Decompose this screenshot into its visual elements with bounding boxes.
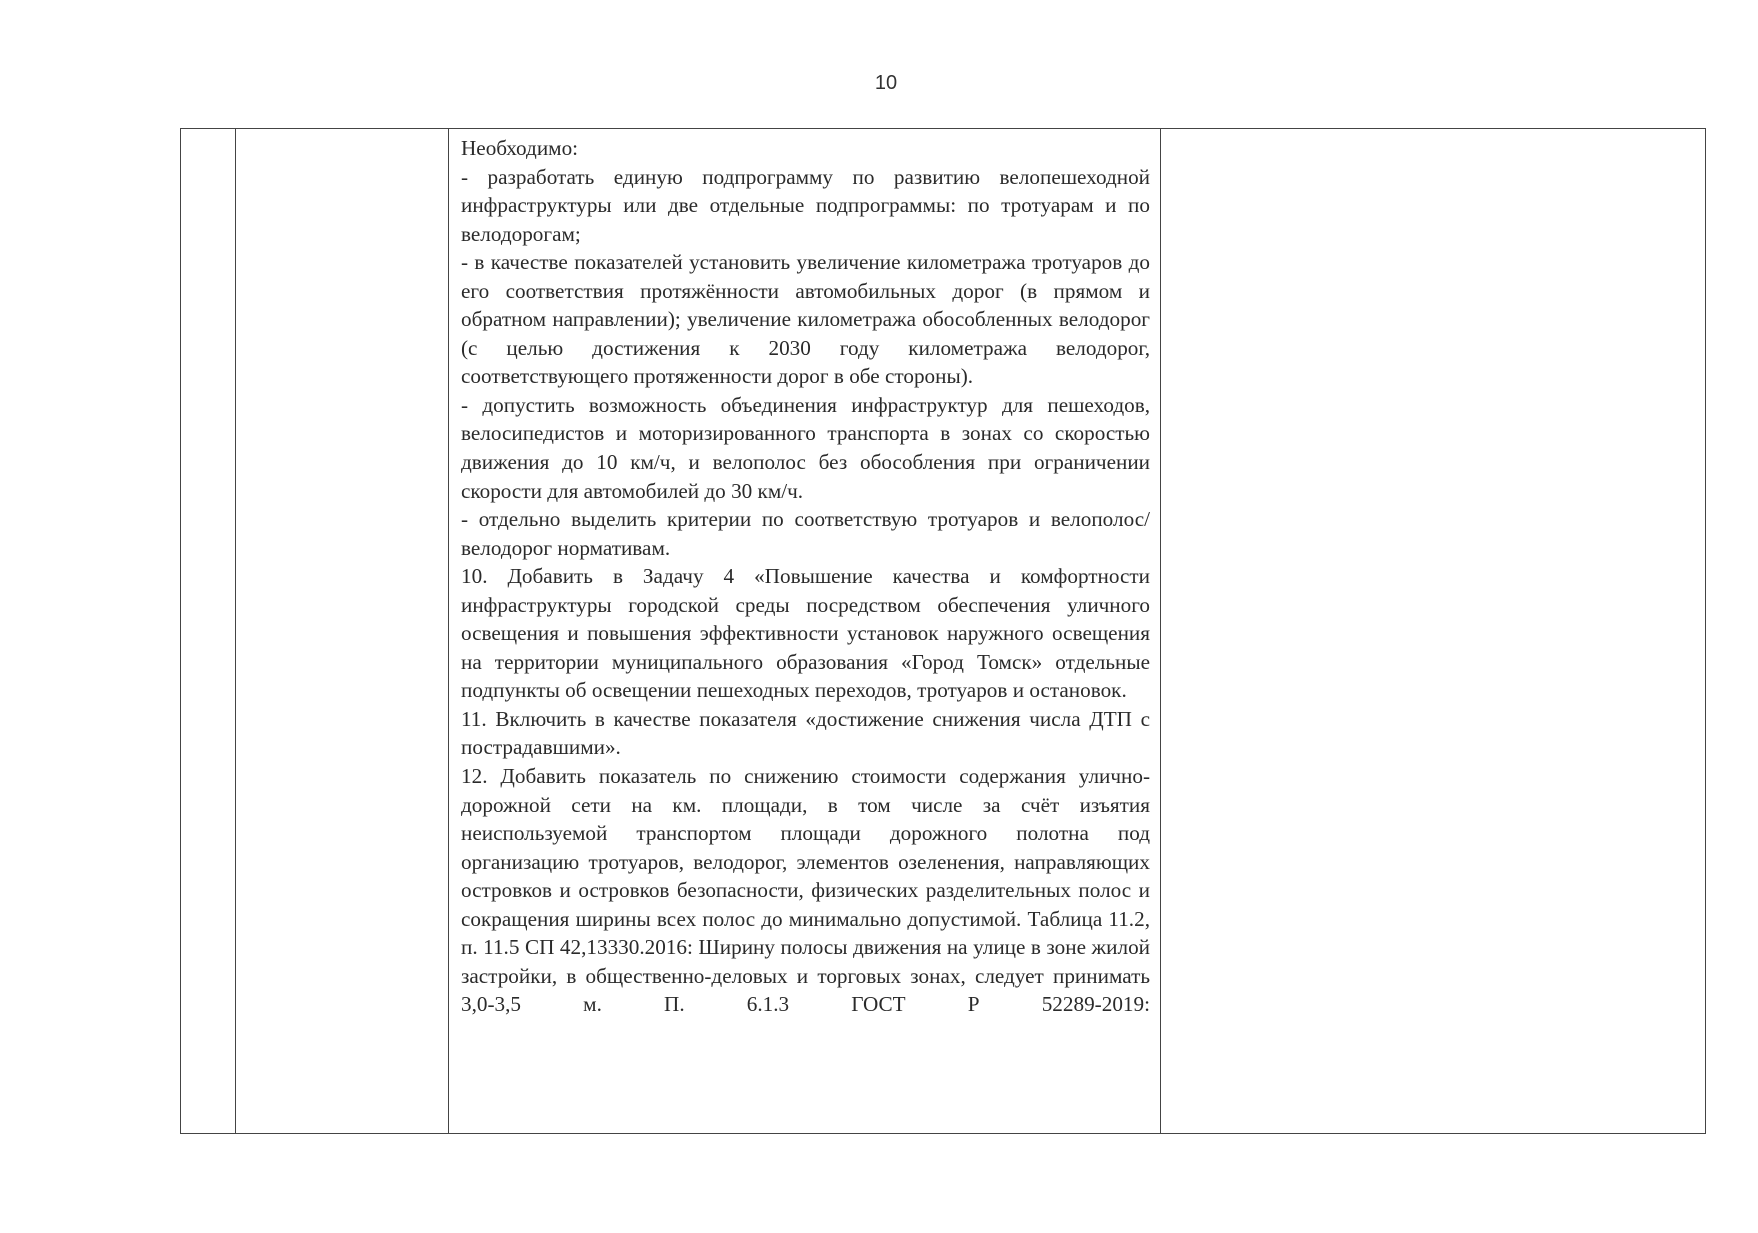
table-cell-number: [181, 129, 236, 1133]
table-cell-comment: [1161, 129, 1705, 1133]
paragraph-item: 12. Добавить показатель по снижению стоимости содержания улично-дорожной сети на км. площади, в том числе за счёт изъятия неиспользуемой транспортом площади дорожного полотна под организацию тротуаров, велодорог, элементов озеленения, направляющих островков и островков безопасности, физических разделительных полос и сокращения ширины всех полос до минимально допустимой. Таблица 11.2, п. 11.5 СП 42,13330.2016: Ширину полосы движения на улице в зоне жилой застройки, в общественно-деловых и торговых зонах, следует принимать 3,0-3,5 м. П. 6.1.3 ГОСТ Р 52289-2019:: [461, 764, 1150, 1017]
paragraph-item: - в качестве показателей установить увеличение километража тротуаров до его соответствия протяжённости автомобильных дорог (в прямом и обратном направлении); увеличение километража обособленных велодорог (с целью достижения к 2030 году километража велодорог, соответствующего протяженности дорог в обе стороны).: [461, 250, 1150, 389]
paragraph-item: - отдельно выделить критерии по соответствую тротуаров и велополос/велодорог нормативам.: [461, 507, 1150, 560]
paragraph-item: 11. Включить в качестве показателя «достижение снижения числа ДТП с пострадавшими».: [461, 706, 1150, 760]
paragraph-item: - допустить возможность объединения инфраструктур для пешеходов, велосипедистов и моторизированного транспорта в зонах со скоростью движения до 10 км/ч, и велополос без обособления при ограничении скорости для автомобилей до 30 км/ч.: [461, 392, 1150, 503]
page-number: 10: [874, 72, 898, 94]
document-table: [180, 128, 1706, 1134]
paragraph-item: - разработать единую подпрограмму по развитию велопешеходной инфраструктуры или две отдельные подпрограммы: по тротуарам и по велодорогам;: [461, 164, 1150, 246]
paragraph-heading: Необходимо:: [461, 136, 579, 160]
table-cell-section: [236, 129, 449, 1133]
paragraph-item: 10. Добавить в Задачу 4 «Повышение качества и комфортности инфраструктуры городской среды посредством обеспечения уличного освещения и повышения эффективности установок наружного освещения на территории муниципального образования «Город Томск» отдельные подпункты об освещении пешеходных переходов, тротуаров и остановок.: [461, 564, 1150, 703]
table-cell-proposal-text: [449, 129, 1161, 1133]
